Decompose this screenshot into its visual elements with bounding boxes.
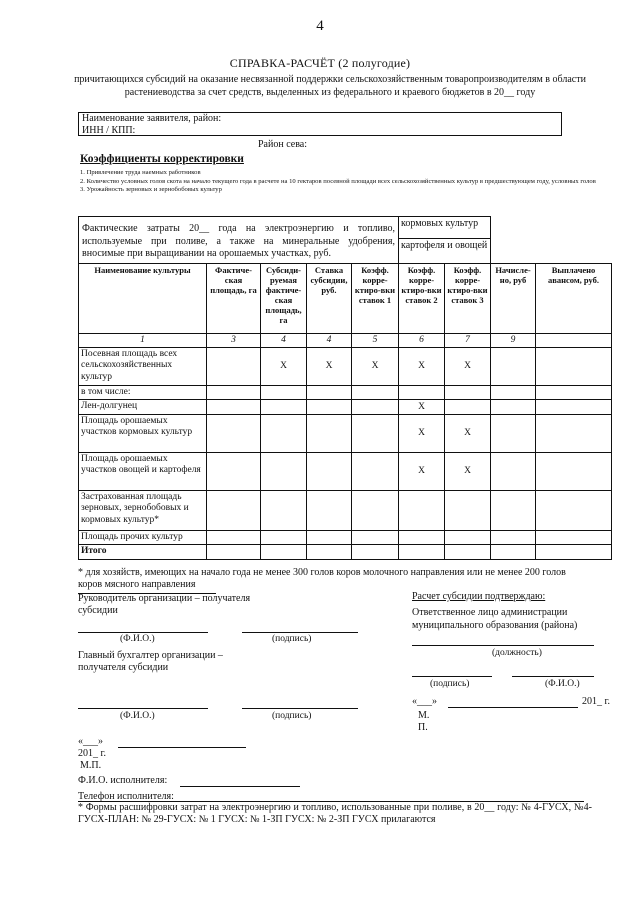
table-cell	[536, 545, 612, 560]
crop-name-cell: в том числе:	[79, 385, 207, 400]
crop-name-cell: Площадь прочих культур	[79, 530, 207, 545]
table-cell	[352, 414, 399, 452]
crop-name-cell: Застрахованная площадь зерновых, зернобобовых и кормовых культур*	[79, 490, 207, 530]
table-cell	[399, 530, 445, 545]
table-cell	[352, 400, 399, 415]
col-number: 4	[307, 333, 352, 347]
table-cell	[307, 545, 352, 560]
costs-description: Фактические затраты 20__ года на электроэнергию и топливо, используемые при поливе, а также на минеральные удобрения, вносимые при выращивании на орошаемых участках, руб.	[79, 217, 399, 264]
col-header-accrued: Начисле-но, руб	[491, 263, 536, 333]
table-cell	[261, 414, 307, 452]
crop-name-cell: Площадь орошаемых участков кормовых культур	[79, 414, 207, 452]
table-cell	[399, 490, 445, 530]
table-cell	[491, 347, 536, 385]
executor-label: Ф.И.О. исполнителя:	[78, 775, 168, 786]
responsible-label: Ответственное лицо администрации муниципального образования (района)	[412, 607, 578, 631]
table-cell: X	[399, 452, 445, 490]
table-cell: X	[445, 452, 491, 490]
mp-label: М.П.	[80, 760, 102, 771]
col-number: 5	[352, 333, 399, 347]
applicant-label: Наименование заявителя, район:	[82, 113, 222, 124]
fio-label: (Ф.И.О.)	[120, 634, 155, 644]
table-cell	[536, 347, 612, 385]
table-cell: X	[352, 347, 399, 385]
table-cell	[445, 385, 491, 400]
fodder-crops-label: кормовых культур	[399, 217, 491, 239]
date-quote: «___»	[78, 736, 103, 747]
table-cell	[307, 452, 352, 490]
table-row	[79, 400, 612, 415]
table-cell	[399, 385, 445, 400]
fio-label: (Ф.И.О.)	[545, 679, 580, 689]
col-number: 6	[399, 333, 445, 347]
table-cell	[207, 530, 261, 545]
table-cell: X	[399, 414, 445, 452]
coefficient-item: 3. Урожайность зерновых и зернобобовых культур	[80, 186, 222, 194]
crop-name-cell: Лен-долгунец	[79, 400, 207, 415]
table-cell	[207, 414, 261, 452]
table-cell	[491, 385, 536, 400]
confirm-label: Расчет субсидии подтверждаю:	[412, 591, 546, 602]
table-row	[79, 347, 612, 385]
table-cell	[261, 545, 307, 560]
table-cell	[307, 490, 352, 530]
col-number: 9	[491, 333, 536, 347]
coefficients-heading: Коэффициенты корректировки	[80, 153, 244, 165]
table-cell	[491, 400, 536, 415]
table-row	[79, 530, 612, 545]
col-number	[536, 333, 612, 347]
table-cell: X	[399, 400, 445, 415]
table-cell	[536, 452, 612, 490]
document-title: СПРАВКА-РАСЧЁТ (2 полугодие)	[229, 56, 411, 70]
position-label: (должность)	[492, 648, 542, 658]
table-cell	[261, 490, 307, 530]
subsidy-table	[78, 216, 612, 560]
year-text: 201_ г.	[78, 748, 106, 759]
table-cell	[261, 385, 307, 400]
table-cell	[307, 400, 352, 415]
head-label: Руководитель организации – получателя субсидии	[78, 593, 251, 616]
fio-label: (Ф.И.О.)	[120, 711, 155, 721]
table-cell: X	[307, 347, 352, 385]
table-cell	[207, 400, 261, 415]
table-cell	[445, 530, 491, 545]
table-cell	[445, 545, 491, 560]
table-cell	[207, 347, 261, 385]
crop-name-cell: Посевная площадь всех сельскохозяйственных культур	[79, 347, 207, 385]
accountant-label: Главный бухгалтер организации – получателя субсидии	[78, 650, 223, 673]
table-cell	[261, 530, 307, 545]
document-subtitle: причитающихся субсидий на оказание несвязанной поддержки сельскохозяйственным товаропроизводителям в области растениеводства за счет средств, выделенных из федерального и краевого бюджетов в 20__ году	[74, 74, 586, 98]
table-cell: X	[445, 347, 491, 385]
table-cell	[352, 452, 399, 490]
table-row	[79, 385, 612, 400]
table-cell	[491, 490, 536, 530]
col-number: 4	[261, 333, 307, 347]
phone-label: Телефон исполнителя:	[78, 791, 174, 802]
table-cell	[491, 545, 536, 560]
table-cell	[352, 545, 399, 560]
table-cell: X	[445, 414, 491, 452]
col-header-rate: Ставка субсидии, руб.	[307, 263, 352, 333]
table-cell	[399, 545, 445, 560]
right-year-text: 201_ г.	[582, 696, 610, 707]
table-cell	[207, 452, 261, 490]
date-quote: «___»	[412, 696, 437, 707]
table-cell	[207, 545, 261, 560]
signature-label: (подпись)	[272, 711, 312, 721]
coefficient-item: 2. Количество условных голов скота на начало текущего года в расчете на 10 гектаров посевной площади всех сельскохозяйственных культур в предшествующем году, условных голов	[80, 177, 596, 185]
table-cell	[352, 385, 399, 400]
crop-name-cell: Итого	[79, 545, 207, 560]
crop-name-cell: Площадь орошаемых участков овощей и картофеля	[79, 452, 207, 490]
right-mp-m: М.	[418, 710, 430, 721]
col-number: 7	[445, 333, 491, 347]
applicant-box	[78, 112, 562, 136]
table-cell	[491, 452, 536, 490]
table-cell	[536, 400, 612, 415]
table-cell	[352, 490, 399, 530]
col-header-crop: Наименование культуры	[79, 263, 207, 333]
potatoes-vegetables-label: картофеля и овощей	[399, 238, 491, 263]
table-row	[79, 452, 612, 490]
right-mp-p: П.	[418, 722, 428, 733]
table-cell	[307, 414, 352, 452]
col-header-coef-2: Коэфф. корре-ктиро-вки ставок 2	[399, 263, 445, 333]
inn-label: ИНН / КПП:	[82, 125, 136, 136]
table-row	[79, 545, 612, 560]
table-row	[79, 490, 612, 530]
table-cell	[536, 385, 612, 400]
col-number: 1	[79, 333, 207, 347]
table-cell: X	[399, 347, 445, 385]
col-header-actual-area: Фактиче-ская площадь, га	[207, 263, 261, 333]
table-cell	[445, 490, 491, 530]
table-cell: X	[261, 347, 307, 385]
table-cell	[536, 490, 612, 530]
table-cell	[491, 530, 536, 545]
sowing-region-label: Район сева:	[258, 139, 308, 150]
page-number: 4	[316, 18, 324, 34]
col-header-advance: Выплачено авансом, руб.	[536, 263, 612, 333]
table-cell	[445, 400, 491, 415]
signature-label: (подпись)	[272, 634, 312, 644]
coefficients-list	[80, 169, 620, 195]
table-cell	[207, 385, 261, 400]
bottom-note: * Формы расшифровки затрат на электроэнергию и топливо, использованные при поливе, в 20__ году: № 4-ГУСХ, №4-ГУСХ-ПЛАН: № 29-ГУСХ: № 1 ГУСХ: № 1-ЗП ГУСХ: № 2-ЗП ГУСХ прилагаются	[78, 802, 592, 825]
col-header-coef-3: Коэфф. корре-ктиро-вки ставок 3	[445, 263, 491, 333]
table-cell	[261, 400, 307, 415]
table-cell	[536, 530, 612, 545]
footnote: * для хозяйств, имеющих на начало года не менее 300 голов коров молочного направления или не менее 200 голов коров мясного направления	[78, 567, 566, 590]
table-cell	[307, 530, 352, 545]
col-header-coef-1: Коэфф. корре-ктиро-вки ставок 1	[352, 263, 399, 333]
table-cell	[491, 414, 536, 452]
table-cell	[261, 452, 307, 490]
col-header-subsidized-area: Субсиди-руемая фактиче-ская площадь, га	[261, 263, 307, 333]
table-cell	[536, 414, 612, 452]
table-row	[79, 414, 612, 452]
table-cell	[352, 530, 399, 545]
table-cell	[307, 385, 352, 400]
col-number: 3	[207, 333, 261, 347]
table-cell	[207, 490, 261, 530]
coefficient-item: 1. Привлечение труда наемных работников	[80, 169, 201, 176]
signature-label: (подпись)	[430, 679, 470, 689]
